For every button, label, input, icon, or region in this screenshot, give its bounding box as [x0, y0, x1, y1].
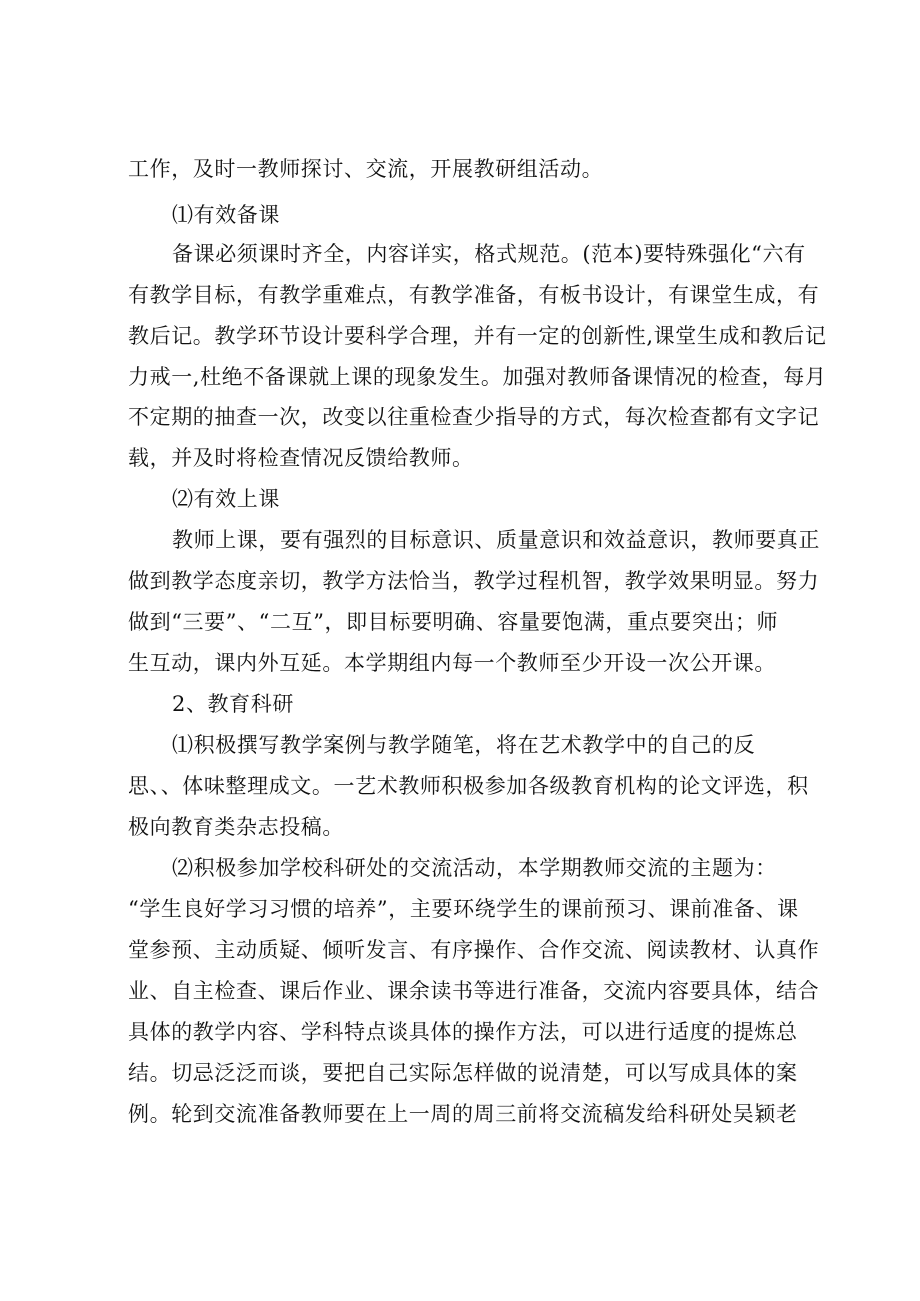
- text-line: 结。切忌泛泛而谈，要把自己实际怎样做的说清楚，可以写成具体的案: [128, 1061, 798, 1085]
- text-line: 力戒一,杜绝不备课就上课的现象发生。加强对教师备课情况的检查，每月: [128, 365, 827, 389]
- text-line: 生互动，课内外互延。本学期组内每一个教师至少开设一次公开课。: [128, 651, 776, 675]
- text-line: 例。轮到交流准备教师要在上一周的周三前将交流稿发给科研处吴颖老: [128, 1102, 798, 1126]
- text-line: 载，并及时将检查情况反馈给教师。: [128, 446, 474, 470]
- text-line: 业、自主检查、课后作业、课余读书等进行准备，交流内容要具体，结合: [128, 979, 820, 1003]
- text-line: 极向教育类杂志投稿。: [128, 815, 344, 839]
- text-line: 不定期的抽查一次，改变以往重检查少指导的方式，每次检查都有文字记: [128, 405, 820, 429]
- subheading-effective-lesson-prep: ⑴有效备课: [172, 203, 280, 227]
- text-line: 思、、体味整理成文。一艺术教师积极参加各级教育机构的论文评选，积: [128, 774, 809, 798]
- text-line: 备课必须课时齐全，内容详实，格式规范。(范本)要特殊强化“六有: [172, 242, 806, 266]
- section-heading-education-research: 2、教育科研: [172, 692, 294, 716]
- text-line: 做到教学态度亲切，教学方法恰当，教学过程机智，教学效果明显。努力: [128, 569, 820, 593]
- subheading-effective-teaching: ⑵有效上课: [172, 487, 280, 511]
- text-line: 教后记。教学环节设计要科学合理，并有一定的创新性,课堂生成和教后记: [128, 324, 827, 348]
- text-line: 教师上课，要有强烈的目标意识、质量意识和效益意识，教师要真正: [172, 528, 820, 552]
- text-line: ⑴积极撰写教学案例与教学随笔，将在艺术教学中的自己的反: [172, 733, 756, 757]
- text-line: ⑵积极参加学校科研处的交流活动，本学期教师交流的主题为：: [172, 856, 777, 880]
- text-line: 有教学目标，有教学重难点，有教学准备，有板书设计，有课堂生成，有: [128, 283, 820, 307]
- text-line: 工作，及时一教师探讨、交流，开展教研组活动。: [128, 157, 604, 181]
- text-line: “学生良好学习习惯的培养”，主要环绕学生的课前预习、课前准备、课: [128, 897, 799, 921]
- text-line: 堂参预、主动质疑、倾听发言、有序操作、合作交流、阅读教材、认真作: [128, 938, 820, 962]
- text-line: 具体的教学内容、学科特点谈具体的操作方法，可以进行适度的提炼总: [128, 1020, 798, 1044]
- text-line: 做到“三要”、“二互”，即目标要明确、容量要饱满，重点要突出；师: [128, 610, 779, 634]
